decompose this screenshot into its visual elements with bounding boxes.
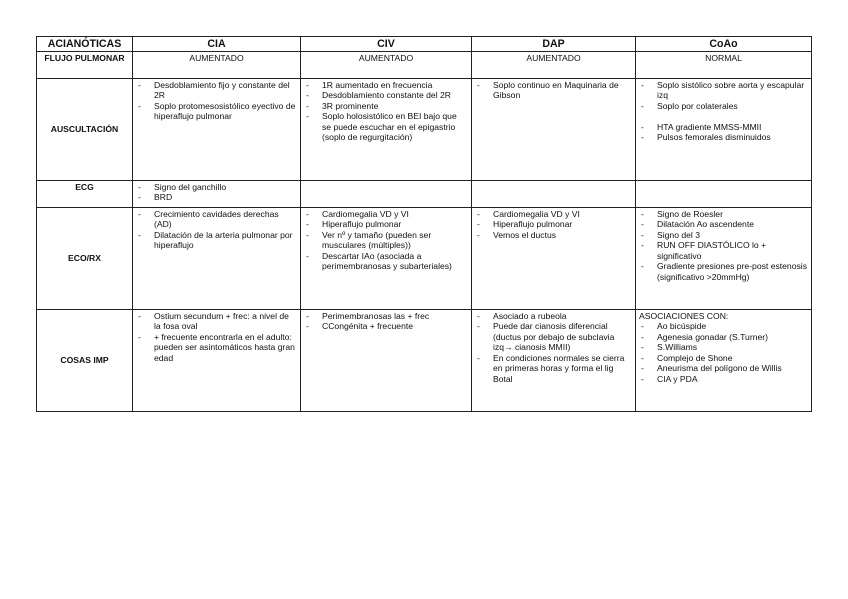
list-item: - Hiperaflujo pulmonar [475, 219, 632, 229]
list-item: - Descartar IAo (asociada a perimembranosas y subarteriales) [304, 251, 468, 272]
list-item: - Signo del 3 [639, 230, 808, 240]
header-row [37, 37, 812, 52]
cell-cosas-coao [636, 309, 812, 411]
header-acianoticas: ACIANÓTICAS [37, 37, 133, 52]
cell-cosas-civ [301, 309, 472, 411]
row-label-cosas: COSAS IMP [37, 309, 133, 411]
cell-auscultacion-dap [472, 78, 636, 180]
list-item: - Ver nº y tamaño (pueden ser musculares (múltiples)) [304, 230, 468, 251]
list-item: - 3R prominente [304, 101, 468, 111]
cell-cosas-cia [133, 309, 301, 411]
list-item: - Gradiente presiones pre-post estenosis (significativo >20mmHg) [639, 261, 808, 282]
cell-cosas-dap [472, 309, 636, 411]
list-item: - Aneurisma del polígono de Willis [639, 363, 808, 373]
row-label-auscultacion: AUSCULTACIÓN [37, 78, 133, 180]
cell-flujo-dap: AUMENTADO [472, 51, 636, 78]
list-item: - Desdoblamiento fijo y constante del 2R [136, 80, 297, 101]
list-item: - Signo del ganchillo [136, 182, 297, 192]
cell-eco-civ [301, 207, 472, 309]
list-item: - RUN OFF DIASTÓLICO lo + significativo [639, 240, 808, 261]
header-cia: CIA [133, 37, 301, 52]
row-flujo-pulmonar [37, 51, 812, 78]
list-item: - Soplo por colaterales [639, 101, 808, 111]
cell-eco-cia [133, 207, 301, 309]
list-item: - En condiciones normales se cierra en primeras horas y forma el lig Botal [475, 353, 632, 384]
list-item: - Ostium secundum + frec: a nivel de la fosa oval [136, 311, 297, 332]
row-auscultacion [37, 78, 812, 180]
cell-ecg-civ [301, 180, 472, 207]
cell-auscultacion-cia [133, 78, 301, 180]
list-item: - Cardiomegalia VD y VI [475, 209, 632, 219]
cell-eco-coao [636, 207, 812, 309]
list-item: - CIA y PDA [639, 374, 808, 384]
list-item: - Dilatación de la arteria pulmonar por hiperaflujo [136, 230, 297, 251]
list-item: - BRD [136, 192, 297, 202]
list-item: - Soplo sistólico sobre aorta y escapular izq [639, 80, 808, 101]
list-item [639, 111, 808, 121]
cell-flujo-civ: AUMENTADO [301, 51, 472, 78]
list-item: - + frecuente encontrarla en el adulto: pueden ser asintomáticos hasta gran edad [136, 332, 297, 363]
list-item: - Perimembranosas las + frec [304, 311, 468, 321]
list-item: - S.Williams [639, 342, 808, 352]
list-item: - Agenesia gonadar (S.Turner) [639, 332, 808, 342]
list-item: - Asociado a rubeola [475, 311, 632, 321]
list-item: - CCongénita + frecuente [304, 321, 468, 331]
list-item: - Hiperaflujo pulmonar [304, 219, 468, 229]
list-item: - Crecimiento cavidades derechas (AD) [136, 209, 297, 230]
header-dap: DAP [472, 37, 636, 52]
cell-auscultacion-civ [301, 78, 472, 180]
list-item: - Dilatación Ao ascendente [639, 219, 808, 229]
coao-associations-title: ASOCIACIONES CON: [639, 310, 729, 321]
cell-auscultacion-coao [636, 78, 812, 180]
list-item: - Desdoblamiento constante del 2R [304, 90, 468, 100]
row-label-flujo: FLUJO PULMONAR [37, 51, 133, 78]
cell-eco-dap [472, 207, 636, 309]
cell-ecg-cia [133, 180, 301, 207]
list-item: - Ao bicúspide [639, 321, 808, 331]
list-item: - Pulsos femorales disminuidos [639, 132, 808, 142]
list-item: - Puede dar cianosis diferencial (ductus por debajo de subclavia izq→ cianosis MMII) [475, 321, 632, 352]
row-label-eco: ECO/RX [37, 207, 133, 309]
list-item: - Complejo de Shone [639, 353, 808, 363]
acyanotic-heart-disease-table [36, 36, 812, 412]
list-item: - 1R aumentado en frecuencia [304, 80, 468, 90]
list-item: - Vemos el ductus [475, 230, 632, 240]
row-label-ecg: ECG [37, 180, 133, 207]
list-item: - Soplo continuo en Maquinaria de Gibson [475, 80, 632, 101]
cell-flujo-cia: AUMENTADO [133, 51, 301, 78]
list-item: - Soplo holosistólico en BEI bajo que se puede escuchar en el epigastrio (soplo de regurgitación) [304, 111, 468, 142]
cell-flujo-coao: NORMAL [636, 51, 812, 78]
cell-ecg-dap [472, 180, 636, 207]
list-item: - HTA gradiente MMSS-MMII [639, 122, 808, 132]
cell-ecg-coao [636, 180, 812, 207]
row-cosas-imp [37, 309, 812, 411]
list-item: - Soplo protomesosistólico eyectivo de hiperaflujo pulmonar [136, 101, 297, 122]
header-civ: CIV [301, 37, 472, 52]
row-ecg [37, 180, 812, 207]
list-item: - Signo de Roesler [639, 209, 808, 219]
header-coao: CoAo [636, 37, 812, 52]
row-eco-rx [37, 207, 812, 309]
list-item: - Cardiomegalia VD y VI [304, 209, 468, 219]
